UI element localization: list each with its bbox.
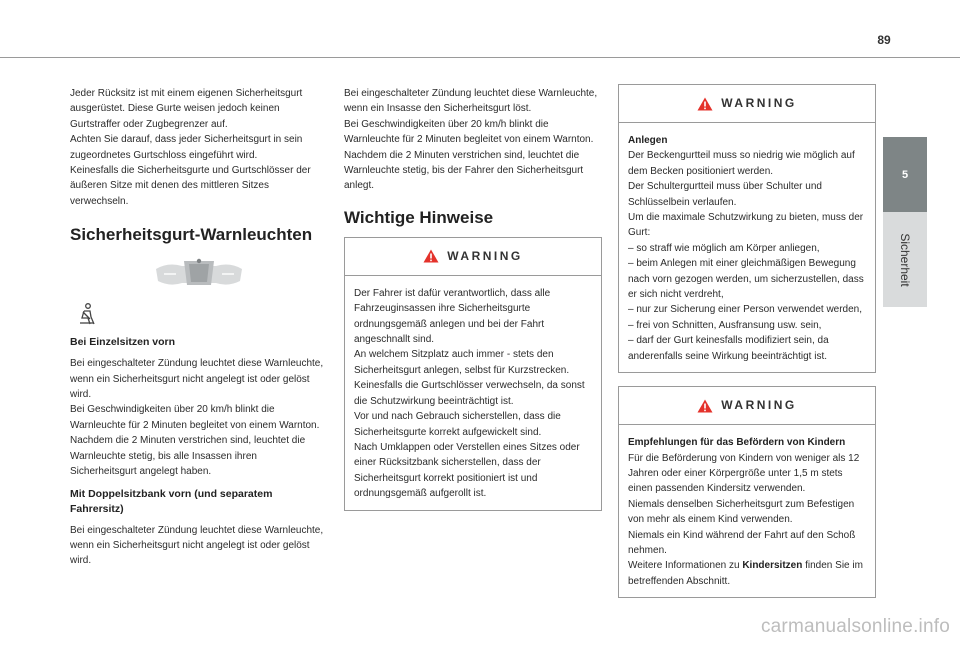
- kinder-line-3: Niemals ein Kind während der Fahrt auf den Schoß nehmen.: [628, 529, 856, 556]
- anlegen-line-2: Der Schultergurtteil muss über Schulter und Schlüsselbein verlaufen.: [628, 181, 822, 208]
- warning-box-kinder: [618, 386, 876, 598]
- column-2: [344, 86, 602, 511]
- kindersitze-link[interactable]: Kindersitzen: [742, 560, 803, 572]
- warning-header: [345, 238, 601, 276]
- anlegen-line-4: – so straff wie möglich am Körper anliegen,: [628, 242, 820, 254]
- warning-heading-kinder: Empfehlungen für das Befördern von Kindern: [628, 437, 846, 449]
- section-heading-wichtige-hinweise: Wichtige Hinweise: [344, 207, 494, 227]
- sub-heading-einzelsitze: Bei Einzelsitzen vorn: [70, 336, 176, 349]
- warning-heading-anlegen: Anlegen: [628, 135, 668, 146]
- warning-triangle-icon: [697, 97, 713, 111]
- kinder-line-4-prefix: Weitere Informationen zu: [628, 560, 743, 572]
- warning-triangle-icon: [423, 249, 439, 263]
- col2-intro-1: Bei eingeschalteter Zündung leuchtet diese Warnleuchte, wenn ein Insasse den Sicherheitsgurt löst.: [344, 88, 598, 115]
- column-1: [70, 86, 326, 569]
- anlegen-line-5: – beim Anlegen mit einer gleichmäßigen Bewegung nach vorn gezogen werden, um sicherzustellen, dass er sich nicht verdreht,: [628, 258, 864, 301]
- warning-line-4: Vor und nach Gebrauch sicherstellen, dass die Sicherheitsgurte korrekt aufgewickelt sind.: [354, 411, 561, 438]
- warning-body: [619, 123, 875, 372]
- page-number: 89: [877, 33, 891, 47]
- col1-intro-3: Keinesfalls die Sicherheitsgurte und Gurtschlösser der äußeren Sitze mit denen des mittleren Sitzes verwechseln.: [70, 165, 311, 207]
- col1-intro-2: Achten Sie darauf, dass jeder Sicherheitsgurt in sein zugeordnetes Gurtschloss eingeführt wird.: [70, 134, 303, 161]
- warning-line-5: Nach Umklappen oder Verstellen eines Sitzes oder einer Rücksitzbank sicherstellen, dass der Sicherheitsgurt korrekt positioniert ist und ordnungsgemäß aufgerollt ist.: [354, 441, 580, 500]
- anlegen-line-6: – nur zur Sicherung einer Person verwendet werden,: [628, 304, 863, 316]
- col2-intro-2: Bei Geschwindigkeiten über 20 km/h blinkt die Warnleuchte für 2 Minuten begleitet von einem Warnton.: [344, 118, 594, 146]
- chapter-tab-label[interactable]: [883, 212, 927, 307]
- anlegen-line-3: Um die maximale Schutzwirkung zu bieten, muss der Gurt:: [628, 212, 864, 239]
- warning-header: [619, 387, 875, 425]
- seatbelt-warning-icon: [78, 303, 96, 325]
- col2-intro-3: Nachdem die 2 Minuten verstrichen sind, leuchtet die Warnleuchte stetig, bis der Fahrer den Sicherheitsgurt anlegt.: [344, 149, 584, 192]
- col1-sub2-text: Bei eingeschalteter Zündung leuchtet diese Warnleuchte, wenn ein Sicherheitsgurt nicht angelegt ist oder gelöst wird.: [70, 524, 324, 567]
- sub-heading-doppelsitzbank: Mit Doppelsitzbank vorn (und separatem Fahrersitz): [70, 487, 273, 515]
- watermark: carmanualsonline.info: [760, 616, 950, 637]
- warning-body: [619, 425, 875, 597]
- warning-box-anlegen: [618, 84, 876, 373]
- warning-body: [345, 276, 601, 510]
- warning-title: WARNING: [721, 397, 797, 412]
- kinder-line-4: [628, 558, 866, 589]
- col1-sub1-text-1: Bei eingeschalteter Zündung leuchtet diese Warnleuchte, wenn ein Sicherheitsgurt nicht angelegt ist oder gelöst wird.: [70, 358, 324, 401]
- col1-intro-1: Jeder Rücksitz ist mit einem eigenen Sicherheitsgurt ausgerüstet. Diese Gurte weisen jedoch keinen Gurtstraffer oder Zugbegrenzer auf.: [70, 88, 303, 130]
- anlegen-line-1: Der Beckengurtteil muss so niedrig wie möglich auf dem Becken positioniert werden.: [628, 150, 855, 177]
- col1-sub1-text-2: Bei Geschwindigkeiten über 20 km/h blinkt die Warnleuchte für 2 Minuten begleitet von einem Warnton.: [70, 404, 320, 431]
- chapter-tab-number[interactable]: [883, 137, 927, 212]
- chapter-number: 5: [901, 168, 909, 181]
- warning-line-2: An welchem Sitzplatz auch immer - stets den Sicherheitsgurt anlegen, selbst für Kurzstrecken.: [354, 349, 570, 376]
- warning-title: WARNING: [721, 95, 797, 110]
- column-3: [618, 84, 876, 598]
- kinder-line-1: Für die Beförderung von Kindern von weniger als 12 Jahren oder einer Körpergröße unter 1,5 m stets einen passenden Kindersitz verwenden.: [628, 452, 860, 495]
- col1-sub1-text-3: Nachdem die 2 Minuten verstrichen sind, leuchtet die Warnleuchte stetig, bis alle Insassen ihren Sicherheitsgurt angelegt haben.: [70, 435, 306, 478]
- dashboard-illustration: [156, 257, 242, 291]
- kinder-line-2: Niemals denselben Sicherheitsgurt zum Befestigen von mehr als einem Kind verwenden.: [628, 498, 855, 526]
- warning-box-driver: [344, 237, 602, 511]
- kinder-line-4-suffix: finden Sie im betreffenden Abschnitt.: [628, 560, 863, 587]
- warning-header: [619, 85, 875, 123]
- warning-triangle-icon: [697, 399, 713, 413]
- anlegen-line-8: – darf der Gurt keinesfalls modifiziert sein, da anderenfalls seine Wirkung beeinträchtigt ist.: [628, 335, 829, 362]
- chapter-title: Sicherheit: [898, 232, 912, 287]
- warning-line-1: Der Fahrer ist dafür verantwortlich, dass alle Fahrzeuginsassen ihre Sicherheitsgurte ordnungsgemäß anlegen und bei der Fahrt angeschnallt sind.: [354, 287, 551, 346]
- section-heading-warnleuchten: Sicherheitsgurt-Warnleuchten: [70, 225, 313, 245]
- warning-title: WARNING: [447, 248, 523, 263]
- warning-line-3: Keinesfalls die Gurtschlösser verwechseln, da sonst die Schutzwirkung beeinträchtigt ist.: [354, 380, 585, 407]
- anlegen-line-7: – frei von Schnitten, Ausfransung usw. sein,: [628, 319, 822, 331]
- top-rule: [0, 57, 960, 58]
